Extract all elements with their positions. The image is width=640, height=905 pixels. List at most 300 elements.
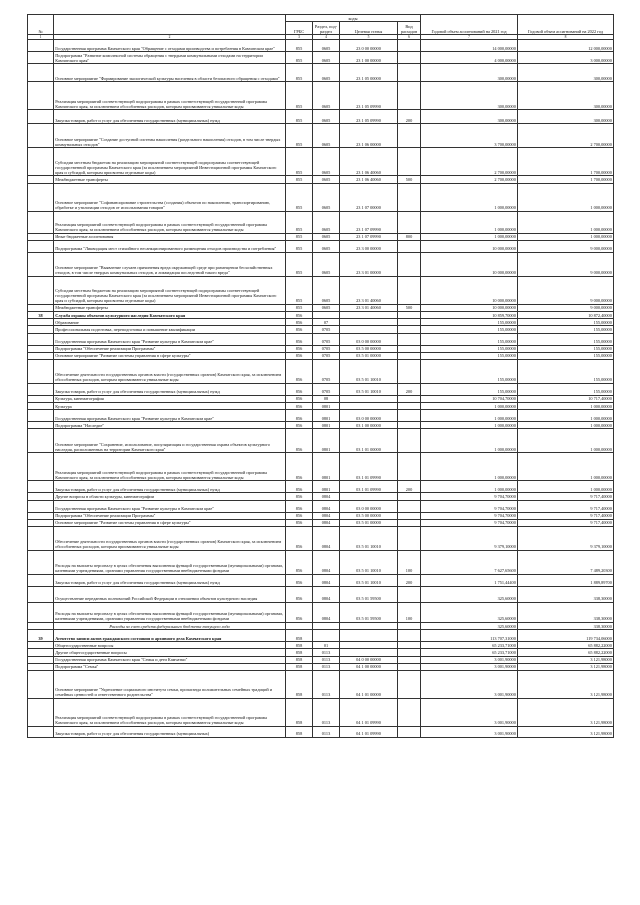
target-article-cell: 23 3 00 00000 xyxy=(340,240,398,252)
amount-2021-cell: 9 704,70000 xyxy=(421,512,518,519)
amount-2021-cell: 1 751,44400 xyxy=(421,575,518,587)
expense-type-cell xyxy=(398,410,421,422)
row-number-cell xyxy=(28,352,54,359)
section-code-cell: 0801 xyxy=(313,403,340,410)
expense-type-cell xyxy=(398,276,421,304)
grbs-code-cell: 858 xyxy=(286,642,313,649)
item-name-cell: Основное мероприятие "Сохранение, использование, популяризация и государственная охрана объектов культурного наследия, расположенных на территории Камчатского края" xyxy=(54,429,286,453)
row-number-cell xyxy=(28,623,54,630)
grbs-code-cell: 856 xyxy=(286,453,313,481)
grbs-code-cell: 856 xyxy=(286,527,313,551)
amount-2022-cell: 338,30000 xyxy=(518,603,614,623)
row-number-cell xyxy=(28,82,54,110)
item-name-cell: Государственная программа Камчатского края "Обращение с отходами производства и потребления в Камчатском крае" xyxy=(54,40,286,52)
amount-2021-cell: 1 000,00000 xyxy=(421,453,518,481)
budget-table xyxy=(27,14,614,738)
amount-2022-cell: 155,00000 xyxy=(518,359,614,383)
section-code-cell: 0605 xyxy=(313,176,340,183)
row-number-cell xyxy=(28,500,54,512)
amount-2022-cell: 7 489,20300 xyxy=(518,551,614,575)
section-code-cell: 07 xyxy=(313,319,340,326)
section-code-cell: 0605 xyxy=(313,211,340,233)
target-article-cell xyxy=(340,403,398,410)
row-number-cell xyxy=(28,110,54,124)
expense-type-cell: 100 xyxy=(398,603,421,623)
section-code-cell: 0605 xyxy=(313,233,340,240)
table-row xyxy=(28,52,614,64)
amount-2021-cell: 155,00000 xyxy=(421,352,518,359)
amount-2021-cell: 155,00000 xyxy=(421,359,518,383)
amount-2021-cell: 3 001,90000 xyxy=(421,663,518,670)
item-name-cell: Основное мероприятие "Создание доступной системы накопления (раздельного накопления) отходов, в том числе твердых коммунальных отходов" xyxy=(54,124,286,148)
table-row xyxy=(28,252,614,276)
item-name-cell: Культура, кинематография xyxy=(54,395,286,402)
section-code-cell: 0605 xyxy=(313,52,340,64)
item-name-cell: Подпрограмма "Развитие комплексной системы обращения с твердыми коммунальными отходами на территории Камчатского края" xyxy=(54,52,286,64)
header-row-codes xyxy=(28,15,614,22)
section-code-cell: 0804 xyxy=(313,551,340,575)
target-article-cell: 23 1 06 00000 xyxy=(340,124,398,148)
amount-2022-cell: 1 000,00000 xyxy=(518,422,614,429)
table-row xyxy=(28,603,614,623)
amount-2021-cell: 1 000,00000 xyxy=(421,410,518,422)
amount-2021-cell: 3 001,90000 xyxy=(421,726,518,737)
item-name-cell: Межбюджетные трансферты xyxy=(54,304,286,311)
item-name-cell: Государственная программа Камчатского края "Развитие культуры в Камчатском крае" xyxy=(54,410,286,422)
target-article-cell: 23 1 06 40060 xyxy=(340,176,398,183)
amount-2021-cell: 9 704,70000 xyxy=(421,500,518,512)
grbs-code-cell: 855 xyxy=(286,304,313,311)
grbs-code-cell: 858 xyxy=(286,656,313,663)
item-name-cell: Государственная программа Камчатского края "Развитие культуры в Камчатском крае" xyxy=(54,500,286,512)
row-number-cell xyxy=(28,233,54,240)
expense-type-cell xyxy=(398,726,421,737)
row-number-cell xyxy=(28,512,54,519)
section-code-cell: 0113 xyxy=(313,670,340,698)
section-code-cell: 0705 xyxy=(313,359,340,383)
amount-2022-cell: 9 000,00000 xyxy=(518,304,614,311)
amount-2021-cell: 10 000,00000 xyxy=(421,276,518,304)
table-row xyxy=(28,233,614,240)
row-number-cell xyxy=(28,383,54,395)
item-name-cell: Закупка товаров, работ и услуг для обеспечения государственных (муниципальных) нужд xyxy=(54,575,286,587)
row-number-cell xyxy=(28,240,54,252)
item-name-cell: Реализация мероприятий соответствующей подпрограммы в рамках соответствующей государственной программы Камчатского края, за исключением обособленных расходов, которым присваиваются уникальные коды xyxy=(54,82,286,110)
target-article-cell xyxy=(340,311,398,318)
section-code-cell: 01 xyxy=(313,642,340,649)
table-row xyxy=(28,40,614,52)
section-code-cell: 0605 xyxy=(313,148,340,176)
header-num: № xyxy=(28,15,54,35)
table-row xyxy=(28,82,614,110)
amount-2021-cell: 1 000,00000 xyxy=(421,481,518,493)
grbs-code-cell: 856 xyxy=(286,500,313,512)
amount-2022-cell: 9 000,00000 xyxy=(518,240,614,252)
section-code-cell: 0113 xyxy=(313,726,340,737)
table-row xyxy=(28,512,614,519)
item-name-cell: Основное мероприятие "Формирование экологической культуры населения в области безопасного обращения с отходами" xyxy=(54,64,286,82)
amount-2022-cell: 300,00000 xyxy=(518,110,614,124)
section-code-cell: 0605 xyxy=(313,110,340,124)
index-cell: 5 xyxy=(340,35,398,40)
expense-type-cell xyxy=(398,453,421,481)
item-name-cell: Обеспечение деятельности государственных органов власти (государственных органов) Камчатского края, за исключением обособленных расходов, которым присваиваются уникальные коды xyxy=(54,359,286,383)
expense-type-cell xyxy=(398,642,421,649)
row-number-cell xyxy=(28,493,54,500)
amount-2021-cell: 2 700,00000 xyxy=(421,176,518,183)
target-article-cell: 23 3 01 40060 xyxy=(340,304,398,311)
table-row xyxy=(28,493,614,500)
target-article-cell: 04 0 00 00000 xyxy=(340,656,398,663)
row-number-cell xyxy=(28,319,54,326)
amount-2022-cell: 9 000,00000 xyxy=(518,276,614,304)
row-number-cell xyxy=(28,252,54,276)
amount-2021-cell: 1 000,00000 xyxy=(421,403,518,410)
table-row xyxy=(28,383,614,395)
amount-2021-cell: 2 700,00000 xyxy=(421,148,518,176)
grbs-code-cell xyxy=(286,623,313,630)
grbs-code-cell: 856 xyxy=(286,352,313,359)
table-row xyxy=(28,110,614,124)
expense-type-cell: 200 xyxy=(398,481,421,493)
table-row xyxy=(28,429,614,453)
section-code-cell: 0605 xyxy=(313,64,340,82)
section-code-cell: 0804 xyxy=(313,603,340,623)
header-name-blank xyxy=(54,15,286,35)
grbs-code-cell: 856 xyxy=(286,395,313,402)
item-name-cell: Расходы на выплаты персоналу в целях обеспечения выполнения функций государственными (муниципальными) органами, казенными учреждениями, органами управления государственными внебюджетными фондами xyxy=(54,603,286,623)
table-row xyxy=(28,519,614,526)
expense-type-cell xyxy=(398,512,421,519)
amount-2021-cell: 10 000,00000 xyxy=(421,252,518,276)
expense-type-cell xyxy=(398,527,421,551)
amount-2021-cell: 325,60000 xyxy=(421,603,518,623)
amount-2022-cell: 10 872,40000 xyxy=(518,311,614,318)
amount-2021-cell: 3 001,90000 xyxy=(421,670,518,698)
expense-type-cell xyxy=(398,519,421,526)
row-number-cell xyxy=(28,656,54,663)
target-article-cell: 23 1 05 09990 xyxy=(340,82,398,110)
amount-2022-cell: 1 889,89700 xyxy=(518,575,614,587)
target-article-cell: 03 5 01 59500 xyxy=(340,603,398,623)
item-name-cell: Подпрограмма "Ликвидация мест стихийного несанкционированного размещения отходов производства и потребления" xyxy=(54,240,286,252)
row-number-cell xyxy=(28,422,54,429)
amount-2021-cell: 3 001,90000 xyxy=(421,698,518,726)
row-number-cell xyxy=(28,698,54,726)
table-row xyxy=(28,670,614,698)
amount-2022-cell: 1 000,00000 xyxy=(518,410,614,422)
section-code-cell: 0605 xyxy=(313,240,340,252)
item-name-cell: Субсидии местным бюджетам на реализацию мероприятий соответствующей подпрограммы соответствующей государственной программы Камчатского края (за исключением мероприятий Инвестиционной программы Камчатского края и субсидий, которым присвоены отдельные коды) xyxy=(54,148,286,176)
target-article-cell xyxy=(340,395,398,402)
target-article-cell: 03 0 00 00000 xyxy=(340,333,398,345)
expense-type-cell xyxy=(398,395,421,402)
amount-2022-cell: 155,00000 xyxy=(518,333,614,345)
amount-2021-cell: 10 704,70000 xyxy=(421,395,518,402)
amount-2022-cell: 9 717,40000 xyxy=(518,493,614,500)
row-number-cell xyxy=(28,345,54,352)
amount-2022-cell: 9 717,40000 xyxy=(518,500,614,512)
amount-2022-cell: 155,00000 xyxy=(518,319,614,326)
expense-type-cell xyxy=(398,333,421,345)
target-article-cell: 03 5 01 10010 xyxy=(340,527,398,551)
expense-type-cell xyxy=(398,311,421,318)
section-code-cell: 0801 xyxy=(313,481,340,493)
table-row xyxy=(28,649,614,656)
grbs-code-cell: 855 xyxy=(286,276,313,304)
row-number-cell xyxy=(28,519,54,526)
amount-2022-cell: 12 000,00000 xyxy=(518,40,614,52)
section-code-cell: 0605 xyxy=(313,304,340,311)
header-plan-2021: Годовой объем ассигнований на 2021 год xyxy=(421,15,518,35)
section-code-cell: 0113 xyxy=(313,698,340,726)
row-number-cell xyxy=(28,403,54,410)
target-article-cell: 23 3 01 40060 xyxy=(340,276,398,304)
amount-2022-cell: 65 882,22000 xyxy=(518,649,614,656)
item-name-cell: Основное мероприятие "Развитие системы управления в сфере культуры" xyxy=(54,352,286,359)
table-row xyxy=(28,587,614,603)
row-number-cell xyxy=(28,359,54,383)
row-number-cell xyxy=(28,410,54,422)
expense-type-cell: 800 xyxy=(398,233,421,240)
index-cell: 6 xyxy=(398,35,421,40)
target-article-cell xyxy=(340,493,398,500)
section-code-cell: 0801 xyxy=(313,422,340,429)
section-code-cell: 0804 xyxy=(313,500,340,512)
grbs-code-cell: 855 xyxy=(286,183,313,211)
item-name-cell: Иные бюджетные ассигнования xyxy=(54,233,286,240)
amount-2021-cell: 1 000,00000 xyxy=(421,183,518,211)
item-name-cell: Закупка товаров, работ и услуг для обеспечения государственных (муниципальных) нужд xyxy=(54,110,286,124)
amount-2022-cell: 1 000,00000 xyxy=(518,481,614,493)
table-row xyxy=(28,726,614,737)
section-code-cell: 0801 xyxy=(313,410,340,422)
item-name-cell: Подпрограмма "Обеспечение реализации Программы" xyxy=(54,345,286,352)
grbs-code-cell: 856 xyxy=(286,493,313,500)
expense-type-cell: 200 xyxy=(398,575,421,587)
item-name-cell: Субсидии местным бюджетам на реализацию мероприятий соответствующей подпрограммы соответствующей государственной программы Камчатского края (за исключением мероприятий Инвестиционной программы Камчатского края и субсидий, которым присвоены отдельные коды) xyxy=(54,276,286,304)
amount-2022-cell: 119 734,06000 xyxy=(518,630,614,642)
section-row xyxy=(28,311,614,318)
table-row xyxy=(28,642,614,649)
amount-2021-cell: 1 000,00000 xyxy=(421,429,518,453)
amount-2021-cell: 1 000,00000 xyxy=(421,233,518,240)
amount-2021-cell: 10 000,00000 xyxy=(421,240,518,252)
row-number-cell xyxy=(28,176,54,183)
section-row xyxy=(28,630,614,642)
expense-type-cell: 100 xyxy=(398,551,421,575)
header-plan-2022: Годовой объем ассигнований на 2022 год xyxy=(518,15,614,35)
expense-type-cell xyxy=(398,326,421,333)
row-number-cell xyxy=(28,124,54,148)
target-article-cell: 03 5 00 00000 xyxy=(340,512,398,519)
grbs-code-cell: 855 xyxy=(286,64,313,82)
target-article-cell: 23 1 07 09990 xyxy=(340,211,398,233)
item-name-cell: Государственная программа Камчатского края "Развитие культуры в Камчатском крае" xyxy=(54,333,286,345)
expense-type-cell xyxy=(398,623,421,630)
amount-2022-cell: 155,00000 xyxy=(518,383,614,395)
section-code-cell xyxy=(313,623,340,630)
item-name-cell: Межбюджетные трансферты xyxy=(54,176,286,183)
table-row xyxy=(28,345,614,352)
row-number-cell xyxy=(28,726,54,737)
grbs-code-cell: 856 xyxy=(286,403,313,410)
row-number-cell xyxy=(28,603,54,623)
table-row xyxy=(28,352,614,359)
amount-2022-cell: 1 000,00000 xyxy=(518,183,614,211)
section-code-cell: 0804 xyxy=(313,575,340,587)
item-name-cell: Закупка товаров, работ и услуг для обеспечения государственных (муниципальных) нужд xyxy=(54,383,286,395)
expense-type-cell xyxy=(398,403,421,410)
amount-2021-cell: 155,00000 xyxy=(421,345,518,352)
section-code-cell: 0804 xyxy=(313,519,340,526)
table-row xyxy=(28,656,614,663)
section-code-cell: 0804 xyxy=(313,527,340,551)
section-code-cell: 0801 xyxy=(313,429,340,453)
expense-type-cell: 500 xyxy=(398,304,421,311)
expense-type-cell xyxy=(398,252,421,276)
amount-2022-cell: 3 121,98000 xyxy=(518,670,614,698)
section-code-cell: 0605 xyxy=(313,40,340,52)
expense-type-cell xyxy=(398,319,421,326)
grbs-code-cell: 855 xyxy=(286,124,313,148)
section-code-cell: 0705 xyxy=(313,352,340,359)
amount-2022-cell: 9 379,10000 xyxy=(518,527,614,551)
amount-2021-cell: 10 859,70000 xyxy=(421,311,518,318)
target-article-cell xyxy=(340,649,398,656)
target-article-cell xyxy=(340,623,398,630)
target-article-cell: 03 5 01 10010 xyxy=(340,575,398,587)
section-code-cell: 0605 xyxy=(313,252,340,276)
amount-2022-cell: 155,00000 xyxy=(518,345,614,352)
grbs-code-cell: 856 xyxy=(286,333,313,345)
amount-2022-cell: 1 000,00000 xyxy=(518,403,614,410)
row-number-cell xyxy=(28,326,54,333)
grbs-code-cell: 855 xyxy=(286,176,313,183)
amount-2021-cell: 113 707,31000 xyxy=(421,630,518,642)
item-name-cell: Обеспечение деятельности государственных органов власти (государственных органов) Камчатского края, за исключением обособленных расходов, которым присваиваются уникальные коды xyxy=(54,527,286,551)
amount-2021-cell: 10 000,00000 xyxy=(421,304,518,311)
item-name-cell: Подпрограмма "Обеспечение реализации Программы" xyxy=(54,512,286,519)
index-cell: 8 xyxy=(518,35,614,40)
table-row xyxy=(28,403,614,410)
amount-2021-cell: 65 233,71000 xyxy=(421,649,518,656)
amount-2022-cell: 9 717,40000 xyxy=(518,512,614,519)
amount-2021-cell: 9 704,70000 xyxy=(421,493,518,500)
item-name-cell: Реализация мероприятий соответствующей подпрограммы в рамках соответствующей государственной программы Камчатского края, за исключением обособленных расходов, которым присваиваются уникальные коды xyxy=(54,698,286,726)
amount-2022-cell: 3 121,98000 xyxy=(518,656,614,663)
target-article-cell: 03 0 00 00000 xyxy=(340,410,398,422)
target-article-cell: 03 5 01 59500 xyxy=(340,587,398,603)
expense-type-cell xyxy=(398,656,421,663)
item-name-cell: Государственная программа Камчатского края "Семья и дети Камчатки" xyxy=(54,656,286,663)
target-article-cell: 23 0 00 00000 xyxy=(340,40,398,52)
amount-2021-cell: 14 000,00000 xyxy=(421,40,518,52)
grbs-code-cell: 858 xyxy=(286,663,313,670)
amount-2022-cell: 338,30000 xyxy=(518,587,614,603)
index-cell: 3 xyxy=(286,35,313,40)
expense-type-cell xyxy=(398,240,421,252)
table-row xyxy=(28,176,614,183)
amount-2022-cell: 2 700,00000 xyxy=(518,124,614,148)
target-article-cell: 23 1 06 40060 xyxy=(340,148,398,176)
table-row xyxy=(28,333,614,345)
amount-2021-cell: 3 700,00000 xyxy=(421,124,518,148)
amount-2022-cell: 3 121,98000 xyxy=(518,663,614,670)
item-name-cell: Реализация мероприятий соответствующей подпрограммы в рамках соответствующей государственной программы Камчатского края, за исключением обособленных расходов, которым присваиваются уникальные коды xyxy=(54,211,286,233)
amount-2022-cell: 65 882,22000 xyxy=(518,642,614,649)
amount-2022-cell: 155,00000 xyxy=(518,326,614,333)
section-code-cell: 0705 xyxy=(313,326,340,333)
amount-2021-cell: 300,00000 xyxy=(421,110,518,124)
header-target: Целевая статья xyxy=(340,22,398,35)
table-row xyxy=(28,183,614,211)
item-name-cell: Основное мероприятие "Укрепление социального института семьи, пропаганда положительных семейных традиций и семейных ценностей и ответственного родительства" xyxy=(54,670,286,698)
row-number-cell xyxy=(28,670,54,698)
item-name-cell: Осуществление переданных полномочий Российской Федерации в отношении объектов культурного наследия xyxy=(54,587,286,603)
grbs-code-cell: 856 xyxy=(286,481,313,493)
grbs-code-cell: 856 xyxy=(286,345,313,352)
grbs-code-cell: 856 xyxy=(286,311,313,318)
item-name-cell: Закупка товаров, работ и услуг для обеспечения государственных (муниципальных) xyxy=(54,726,286,737)
amount-2021-cell: 65 233,71000 xyxy=(421,642,518,649)
amount-2022-cell: 155,00000 xyxy=(518,352,614,359)
amount-2022-cell: 1 000,00000 xyxy=(518,429,614,453)
amount-2021-cell: 325,60000 xyxy=(421,587,518,603)
item-name-cell: Образование xyxy=(54,319,286,326)
amount-2022-cell: 9 717,40000 xyxy=(518,519,614,526)
row-number-cell xyxy=(28,148,54,176)
amount-2021-cell: 300,00000 xyxy=(421,82,518,110)
grbs-code-cell: 856 xyxy=(286,587,313,603)
grbs-code-cell: 855 xyxy=(286,40,313,52)
amount-2022-cell: 1 000,00000 xyxy=(518,211,614,233)
table-row xyxy=(28,453,614,481)
row-number-cell xyxy=(28,395,54,402)
expense-type-cell xyxy=(398,587,421,603)
row-number-cell: 39 xyxy=(28,630,54,642)
section-code-cell: 0804 xyxy=(313,587,340,603)
amount-2022-cell: 3 121,98000 xyxy=(518,726,614,737)
row-number-cell xyxy=(28,304,54,311)
item-name-cell: Подпрограмма "Семья" xyxy=(54,663,286,670)
amount-2022-cell: 338,30000 xyxy=(518,623,614,630)
section-code-cell: 0705 xyxy=(313,345,340,352)
expense-type-cell xyxy=(398,670,421,698)
item-name-cell: Профессиональная подготовка, переподготовка и повышение квалификации xyxy=(54,326,286,333)
expense-type-cell: 500 xyxy=(398,176,421,183)
expense-type-cell xyxy=(398,359,421,383)
row-number-cell xyxy=(28,276,54,304)
grbs-code-cell: 855 xyxy=(286,148,313,176)
row-number-cell: 38 xyxy=(28,311,54,318)
item-name-cell: Культура xyxy=(54,403,286,410)
target-article-cell: 03 5 01 00000 xyxy=(340,352,398,359)
amount-2022-cell: 1 000,00000 xyxy=(518,453,614,481)
expense-type-cell xyxy=(398,52,421,64)
target-article-cell: 23 1 07 09990 xyxy=(340,233,398,240)
expense-type-cell xyxy=(398,493,421,500)
target-article-cell xyxy=(340,326,398,333)
item-name-cell: Расходы за счет средств федерального бюджета текущего года xyxy=(54,623,286,630)
target-article-cell: 04 1 01 00000 xyxy=(340,670,398,698)
expense-type-cell: 200 xyxy=(398,383,421,395)
target-article-cell: 04 1 00 00000 xyxy=(340,663,398,670)
section-code-cell xyxy=(313,630,340,642)
item-name-cell: Служба охраны объектов культурного наследия Камчатского края xyxy=(54,311,286,318)
grbs-code-cell: 856 xyxy=(286,575,313,587)
amount-2021-cell: 9 379,10000 xyxy=(421,527,518,551)
